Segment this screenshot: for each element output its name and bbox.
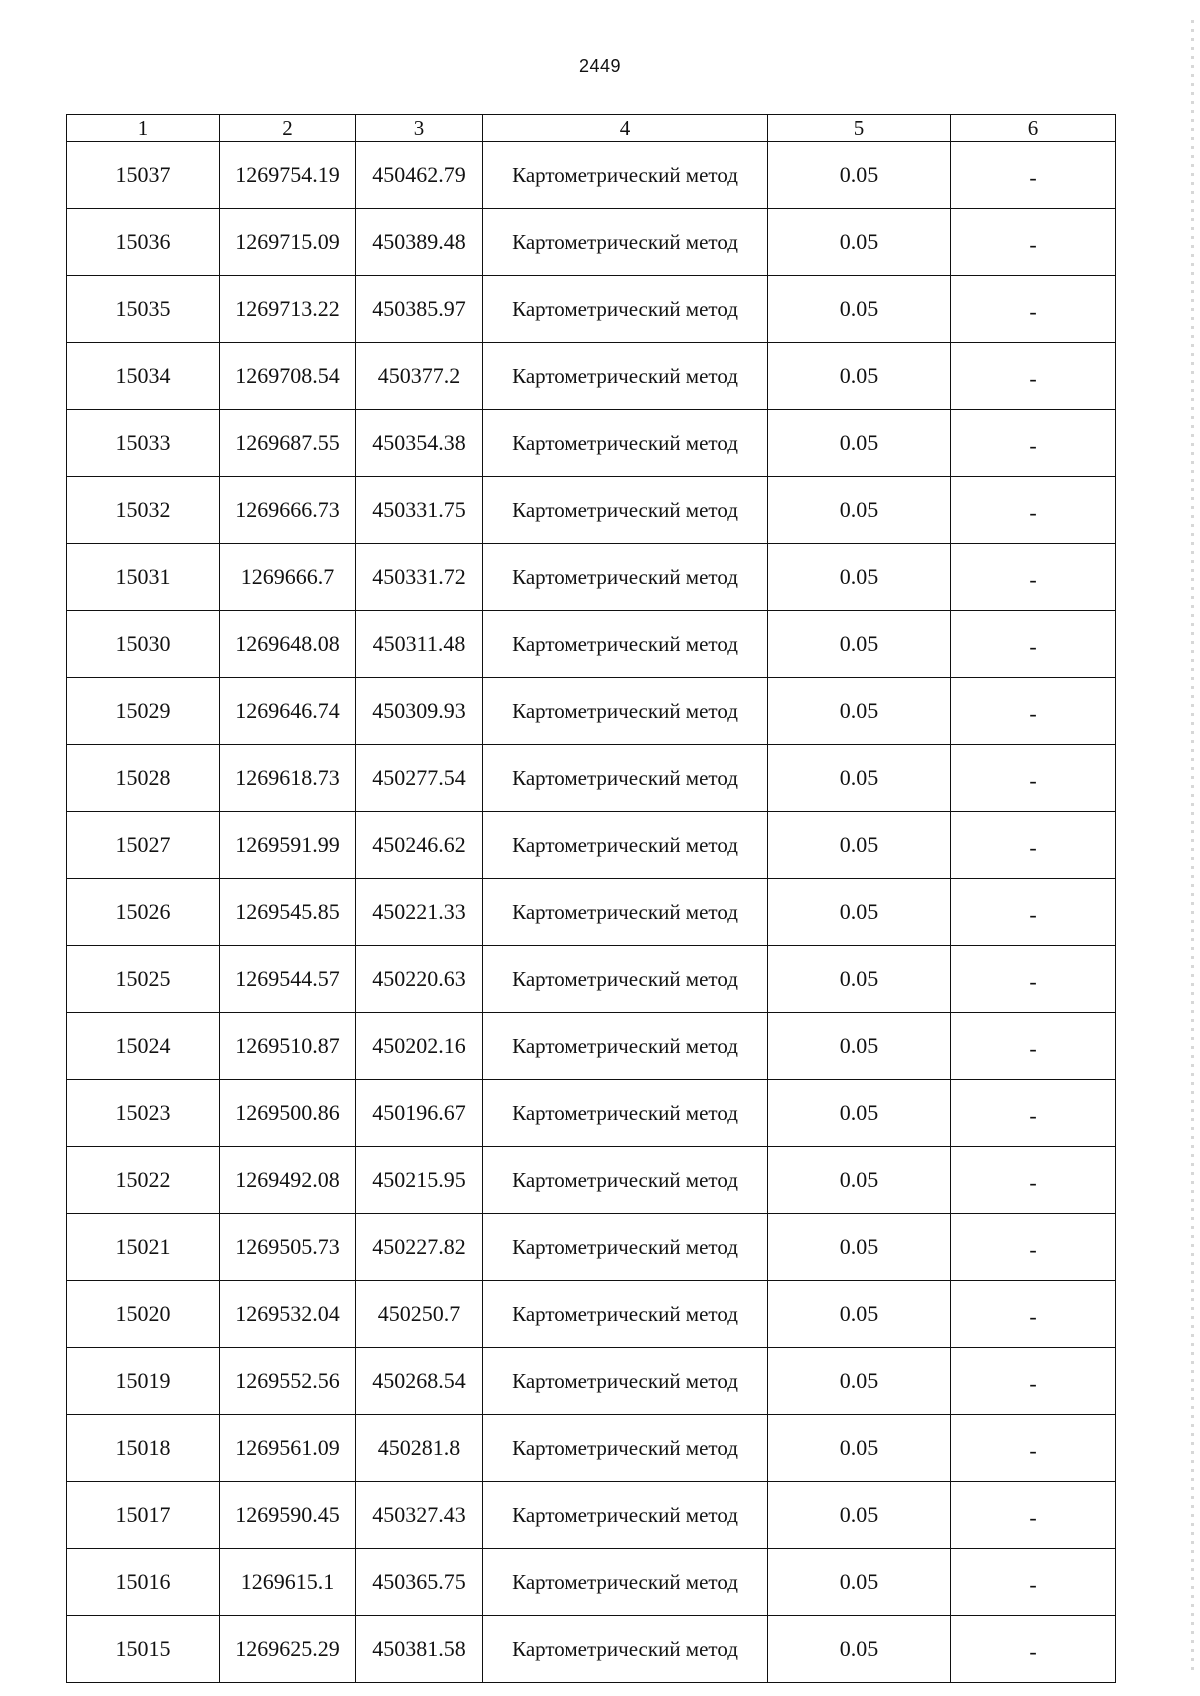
point-number-cell: 15032 — [67, 477, 220, 544]
note-cell: - — [951, 477, 1116, 544]
x-coordinate-cell: 1269561.09 — [220, 1415, 356, 1482]
y-coordinate-cell: 450385.97 — [356, 276, 483, 343]
note-cell: - — [951, 209, 1116, 276]
y-coordinate-cell: 450377.2 — [356, 343, 483, 410]
note-cell: - — [951, 343, 1116, 410]
x-coordinate-cell: 1269544.57 — [220, 946, 356, 1013]
x-coordinate-cell: 1269505.73 — [220, 1214, 356, 1281]
point-number-cell: 15030 — [67, 611, 220, 678]
accuracy-cell: 0.05 — [768, 1147, 951, 1214]
note-cell: - — [951, 1415, 1116, 1482]
page-number: 2449 — [578, 56, 622, 76]
accuracy-cell: 0.05 — [768, 1415, 951, 1482]
method-cell: Картометрический метод — [483, 1080, 768, 1147]
table-row — [67, 343, 1116, 410]
method-cell: Картометрический метод — [483, 1214, 768, 1281]
table-row — [67, 477, 1116, 544]
table-row — [67, 1348, 1116, 1415]
y-coordinate-cell: 450311.48 — [356, 611, 483, 678]
table-row — [67, 1616, 1116, 1683]
point-number-cell: 15016 — [67, 1549, 220, 1616]
table-row — [67, 410, 1116, 477]
point-number-cell: 15025 — [67, 946, 220, 1013]
note-cell: - — [951, 611, 1116, 678]
point-number-cell: 15024 — [67, 1013, 220, 1080]
point-number-cell: 15020 — [67, 1281, 220, 1348]
x-coordinate-cell: 1269615.1 — [220, 1549, 356, 1616]
point-number-cell: 15026 — [67, 879, 220, 946]
column-header-5: 5 — [768, 115, 951, 142]
x-coordinate-cell: 1269666.7 — [220, 544, 356, 611]
y-coordinate-cell: 450281.8 — [356, 1415, 483, 1482]
method-cell: Картометрический метод — [483, 1482, 768, 1549]
method-cell: Картометрический метод — [483, 142, 768, 209]
table-row — [67, 1013, 1116, 1080]
point-number-cell: 15029 — [67, 678, 220, 745]
table-row — [67, 276, 1116, 343]
table-row — [67, 1281, 1116, 1348]
method-cell: Картометрический метод — [483, 1415, 768, 1482]
point-number-cell: 15036 — [67, 209, 220, 276]
x-coordinate-cell: 1269625.29 — [220, 1616, 356, 1683]
point-number-cell: 15019 — [67, 1348, 220, 1415]
y-coordinate-cell: 450309.93 — [356, 678, 483, 745]
x-coordinate-cell: 1269618.73 — [220, 745, 356, 812]
method-cell: Картометрический метод — [483, 1616, 768, 1683]
table-row — [67, 1214, 1116, 1281]
x-coordinate-cell: 1269646.74 — [220, 678, 356, 745]
method-cell: Картометрический метод — [483, 343, 768, 410]
x-coordinate-cell: 1269754.19 — [220, 142, 356, 209]
x-coordinate-cell: 1269552.56 — [220, 1348, 356, 1415]
note-cell: - — [951, 745, 1116, 812]
table-row — [67, 1415, 1116, 1482]
accuracy-cell: 0.05 — [768, 1616, 951, 1683]
method-cell: Картометрический метод — [483, 544, 768, 611]
point-number-cell: 15018 — [67, 1415, 220, 1482]
note-cell: - — [951, 812, 1116, 879]
table-body — [67, 142, 1116, 1683]
table-row — [67, 1147, 1116, 1214]
table-row — [67, 1080, 1116, 1147]
x-coordinate-cell: 1269713.22 — [220, 276, 356, 343]
table-row — [67, 611, 1116, 678]
accuracy-cell: 0.05 — [768, 1281, 951, 1348]
point-number-cell: 15035 — [67, 276, 220, 343]
accuracy-cell: 0.05 — [768, 410, 951, 477]
accuracy-cell: 0.05 — [768, 879, 951, 946]
y-coordinate-cell: 450354.38 — [356, 410, 483, 477]
y-coordinate-cell: 450227.82 — [356, 1214, 483, 1281]
method-cell: Картометрический метод — [483, 209, 768, 276]
method-cell: Картометрический метод — [483, 276, 768, 343]
accuracy-cell: 0.05 — [768, 1214, 951, 1281]
x-coordinate-cell: 1269590.45 — [220, 1482, 356, 1549]
accuracy-cell: 0.05 — [768, 276, 951, 343]
accuracy-cell: 0.05 — [768, 946, 951, 1013]
point-number-cell: 15017 — [67, 1482, 220, 1549]
accuracy-cell: 0.05 — [768, 678, 951, 745]
method-cell: Картометрический метод — [483, 946, 768, 1013]
column-header-2: 2 — [220, 115, 356, 142]
accuracy-cell: 0.05 — [768, 745, 951, 812]
note-cell: - — [951, 410, 1116, 477]
note-cell: - — [951, 276, 1116, 343]
accuracy-cell: 0.05 — [768, 209, 951, 276]
table-row — [67, 1482, 1116, 1549]
method-cell: Картометрический метод — [483, 812, 768, 879]
accuracy-cell: 0.05 — [768, 1013, 951, 1080]
note-cell: - — [951, 1616, 1116, 1683]
note-cell: - — [951, 1147, 1116, 1214]
y-coordinate-cell: 450202.16 — [356, 1013, 483, 1080]
note-cell: - — [951, 879, 1116, 946]
point-number-cell: 15022 — [67, 1147, 220, 1214]
accuracy-cell: 0.05 — [768, 544, 951, 611]
table-row — [67, 678, 1116, 745]
y-coordinate-cell: 450220.63 — [356, 946, 483, 1013]
note-cell: - — [951, 142, 1116, 209]
x-coordinate-cell: 1269510.87 — [220, 1013, 356, 1080]
accuracy-cell: 0.05 — [768, 1482, 951, 1549]
x-coordinate-cell: 1269666.73 — [220, 477, 356, 544]
method-cell: Картометрический метод — [483, 410, 768, 477]
y-coordinate-cell: 450331.75 — [356, 477, 483, 544]
x-coordinate-cell: 1269687.55 — [220, 410, 356, 477]
point-number-cell: 15033 — [67, 410, 220, 477]
x-coordinate-cell: 1269648.08 — [220, 611, 356, 678]
note-cell: - — [951, 946, 1116, 1013]
table-row — [67, 209, 1116, 276]
point-number-cell: 15031 — [67, 544, 220, 611]
note-cell: - — [951, 1482, 1116, 1549]
y-coordinate-cell: 450331.72 — [356, 544, 483, 611]
note-cell: - — [951, 1549, 1116, 1616]
method-cell: Картометрический метод — [483, 1281, 768, 1348]
accuracy-cell: 0.05 — [768, 1348, 951, 1415]
accuracy-cell: 0.05 — [768, 611, 951, 678]
method-cell: Картометрический метод — [483, 678, 768, 745]
accuracy-cell: 0.05 — [768, 142, 951, 209]
note-cell: - — [951, 1348, 1116, 1415]
column-header-3: 3 — [356, 115, 483, 142]
y-coordinate-cell: 450462.79 — [356, 142, 483, 209]
table-row — [67, 544, 1116, 611]
point-number-cell: 15021 — [67, 1214, 220, 1281]
table-header-row — [67, 115, 1116, 142]
note-cell: - — [951, 1080, 1116, 1147]
point-number-cell: 15034 — [67, 343, 220, 410]
column-header-6: 6 — [951, 115, 1116, 142]
method-cell: Картометрический метод — [483, 1013, 768, 1080]
note-cell: - — [951, 1214, 1116, 1281]
coordinates-table — [66, 114, 1116, 1683]
point-number-cell: 15027 — [67, 812, 220, 879]
accuracy-cell: 0.05 — [768, 1080, 951, 1147]
y-coordinate-cell: 450381.58 — [356, 1616, 483, 1683]
x-coordinate-cell: 1269708.54 — [220, 343, 356, 410]
accuracy-cell: 0.05 — [768, 477, 951, 544]
x-coordinate-cell: 1269545.85 — [220, 879, 356, 946]
column-header-4: 4 — [483, 115, 768, 142]
column-header-1: 1 — [67, 115, 220, 142]
scan-edge-artifact — [1191, 20, 1194, 1670]
note-cell: - — [951, 678, 1116, 745]
x-coordinate-cell: 1269532.04 — [220, 1281, 356, 1348]
accuracy-cell: 0.05 — [768, 812, 951, 879]
y-coordinate-cell: 450215.95 — [356, 1147, 483, 1214]
y-coordinate-cell: 450221.33 — [356, 879, 483, 946]
method-cell: Картометрический метод — [483, 611, 768, 678]
method-cell: Картометрический метод — [483, 745, 768, 812]
table-row — [67, 1549, 1116, 1616]
point-number-cell: 15037 — [67, 142, 220, 209]
y-coordinate-cell: 450365.75 — [356, 1549, 483, 1616]
method-cell: Картометрический метод — [483, 477, 768, 544]
point-number-cell: 15023 — [67, 1080, 220, 1147]
y-coordinate-cell: 450246.62 — [356, 812, 483, 879]
y-coordinate-cell: 450196.67 — [356, 1080, 483, 1147]
x-coordinate-cell: 1269500.86 — [220, 1080, 356, 1147]
table-row — [67, 745, 1116, 812]
table-row — [67, 879, 1116, 946]
method-cell: Картометрический метод — [483, 1549, 768, 1616]
method-cell: Картометрический метод — [483, 1147, 768, 1214]
table-row — [67, 812, 1116, 879]
note-cell: - — [951, 544, 1116, 611]
x-coordinate-cell: 1269591.99 — [220, 812, 356, 879]
x-coordinate-cell: 1269715.09 — [220, 209, 356, 276]
method-cell: Картометрический метод — [483, 879, 768, 946]
accuracy-cell: 0.05 — [768, 1549, 951, 1616]
point-number-cell: 15015 — [67, 1616, 220, 1683]
y-coordinate-cell: 450327.43 — [356, 1482, 483, 1549]
table-row — [67, 946, 1116, 1013]
x-coordinate-cell: 1269492.08 — [220, 1147, 356, 1214]
y-coordinate-cell: 450277.54 — [356, 745, 483, 812]
y-coordinate-cell: 450389.48 — [356, 209, 483, 276]
table-row — [67, 142, 1116, 209]
accuracy-cell: 0.05 — [768, 343, 951, 410]
y-coordinate-cell: 450268.54 — [356, 1348, 483, 1415]
note-cell: - — [951, 1281, 1116, 1348]
y-coordinate-cell: 450250.7 — [356, 1281, 483, 1348]
method-cell: Картометрический метод — [483, 1348, 768, 1415]
note-cell: - — [951, 1013, 1116, 1080]
point-number-cell: 15028 — [67, 745, 220, 812]
